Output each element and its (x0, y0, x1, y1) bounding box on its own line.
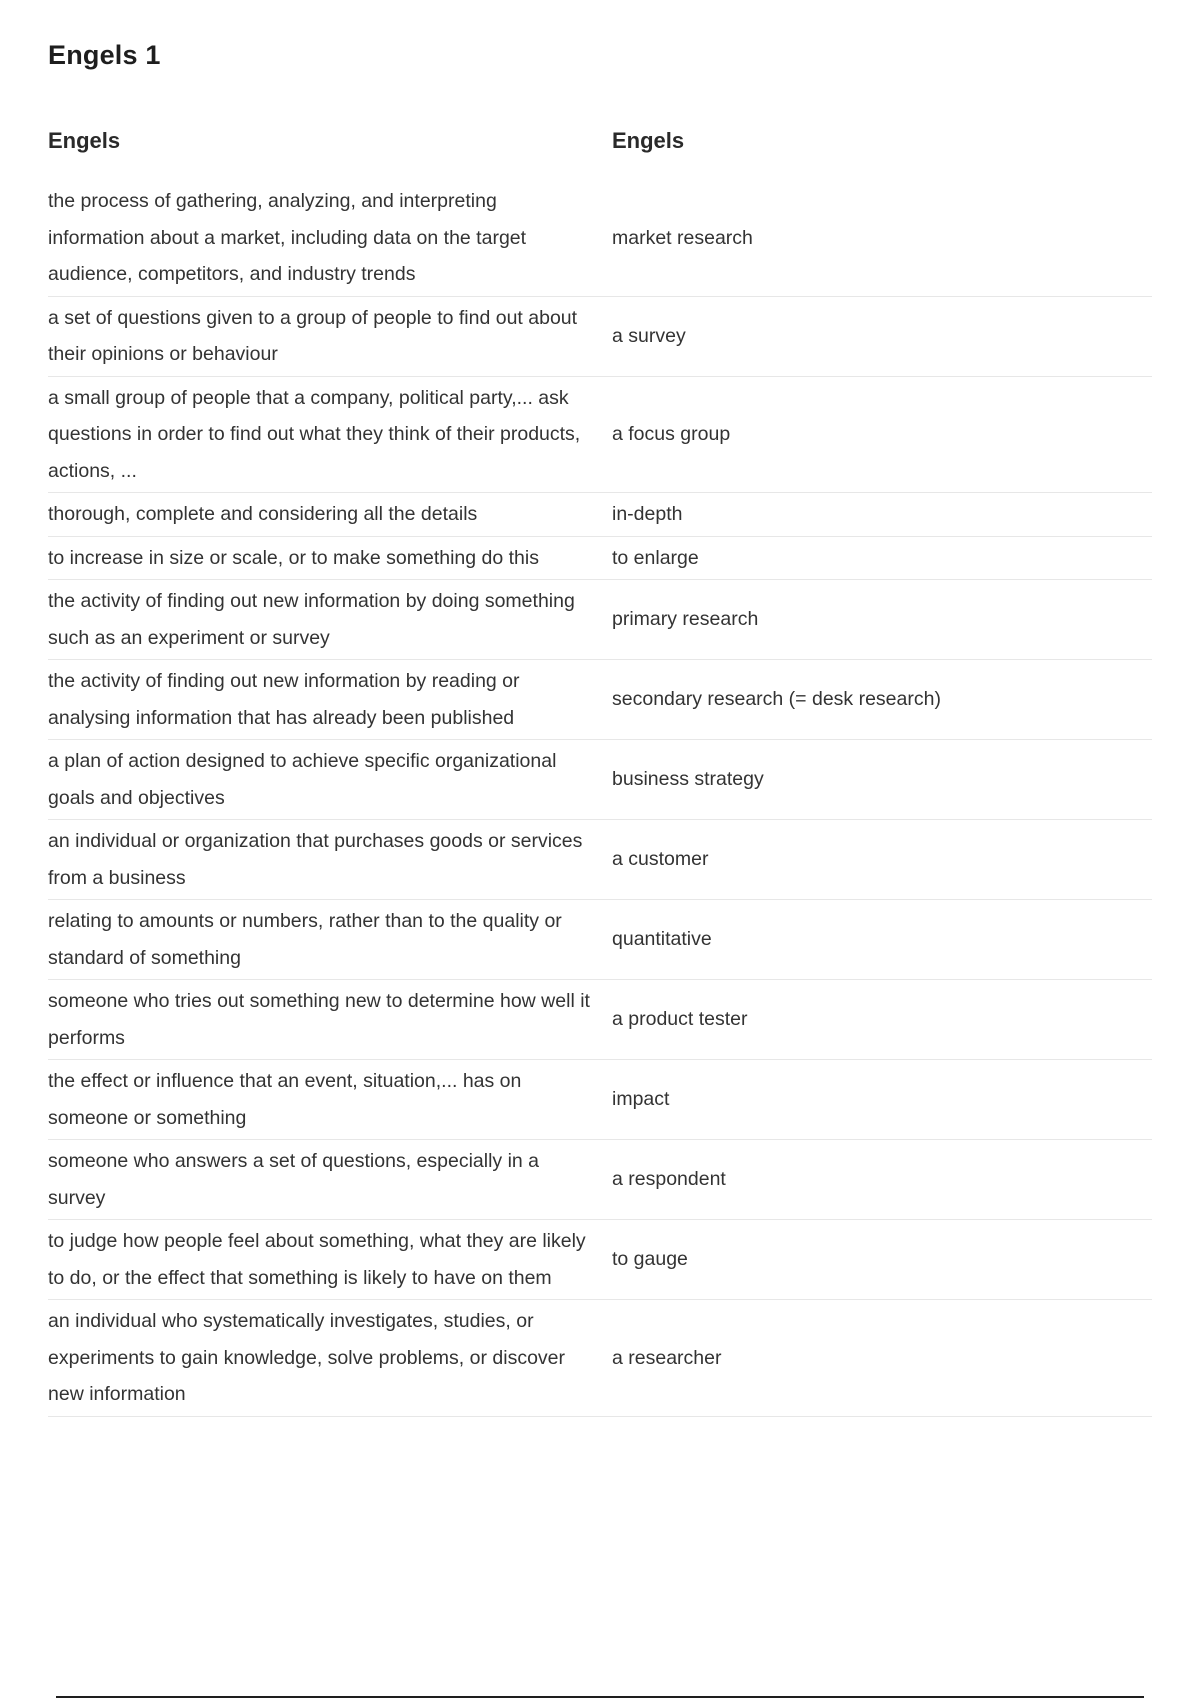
definition-cell: an individual who systematically investigates, studies, or experiments to gain knowledge, solve problems, or discover new information (48, 1300, 612, 1417)
term-cell: primary research (612, 580, 1152, 660)
definition-cell: the effect or influence that an event, situation,... has on someone or something (48, 1060, 612, 1140)
table-row (48, 740, 1152, 820)
term-cell: a product tester (612, 980, 1152, 1060)
definition-cell: someone who answers a set of questions, especially in a survey (48, 1140, 612, 1220)
definition-cell: a set of questions given to a group of people to find out about their opinions or behaviour (48, 296, 612, 376)
table-row (48, 376, 1152, 493)
definition-cell: thorough, complete and considering all the details (48, 493, 612, 537)
table-row (48, 1300, 1152, 1417)
definition-cell: to judge how people feel about something, what they are likely to do, or the effect that something is likely to have on them (48, 1220, 612, 1300)
table-row (48, 900, 1152, 980)
term-cell: impact (612, 1060, 1152, 1140)
term-cell: a respondent (612, 1140, 1152, 1220)
table-row (48, 296, 1152, 376)
definition-cell: a plan of action designed to achieve specific organizational goals and objectives (48, 740, 612, 820)
page-title: Engels 1 (48, 40, 161, 70)
table-header-row (48, 128, 1152, 180)
vocabulary-table (48, 128, 1152, 1417)
table-row (48, 1220, 1152, 1300)
definition-cell: the activity of finding out new information by doing something such as an experiment or survey (48, 580, 612, 660)
term-cell: to gauge (612, 1220, 1152, 1300)
definition-cell: a small group of people that a company, political party,... ask questions in order to find out what they think of their products, actions, ... (48, 376, 612, 493)
term-cell: quantitative (612, 900, 1152, 980)
table-row (48, 980, 1152, 1060)
page-bottom-divider (56, 1696, 1144, 1698)
term-cell: to enlarge (612, 536, 1152, 580)
table-row (48, 820, 1152, 900)
table-row (48, 180, 1152, 296)
table-row (48, 536, 1152, 580)
table-row (48, 660, 1152, 740)
definition-cell: relating to amounts or numbers, rather than to the quality or standard of something (48, 900, 612, 980)
term-cell: a survey (612, 296, 1152, 376)
term-cell: market research (612, 180, 1152, 296)
term-cell: a customer (612, 820, 1152, 900)
definition-cell: the process of gathering, analyzing, and interpreting information about a market, including data on the target audience, competitors, and industry trends (48, 180, 612, 296)
term-cell: a focus group (612, 376, 1152, 493)
table-row (48, 493, 1152, 537)
definition-cell: to increase in size or scale, or to make something do this (48, 536, 612, 580)
column-header-definition: Engels (48, 128, 121, 153)
table-row (48, 580, 1152, 660)
column-header-term: Engels (612, 128, 685, 153)
definition-cell: an individual or organization that purchases goods or services from a business (48, 820, 612, 900)
definition-cell: someone who tries out something new to determine how well it performs (48, 980, 612, 1060)
term-cell: business strategy (612, 740, 1152, 820)
definition-cell: the activity of finding out new information by reading or analysing information that has already been published (48, 660, 612, 740)
term-cell: secondary research (= desk research) (612, 660, 1152, 740)
table-row (48, 1140, 1152, 1220)
term-cell: a researcher (612, 1300, 1152, 1417)
table-row (48, 1060, 1152, 1140)
term-cell: in-depth (612, 493, 1152, 537)
